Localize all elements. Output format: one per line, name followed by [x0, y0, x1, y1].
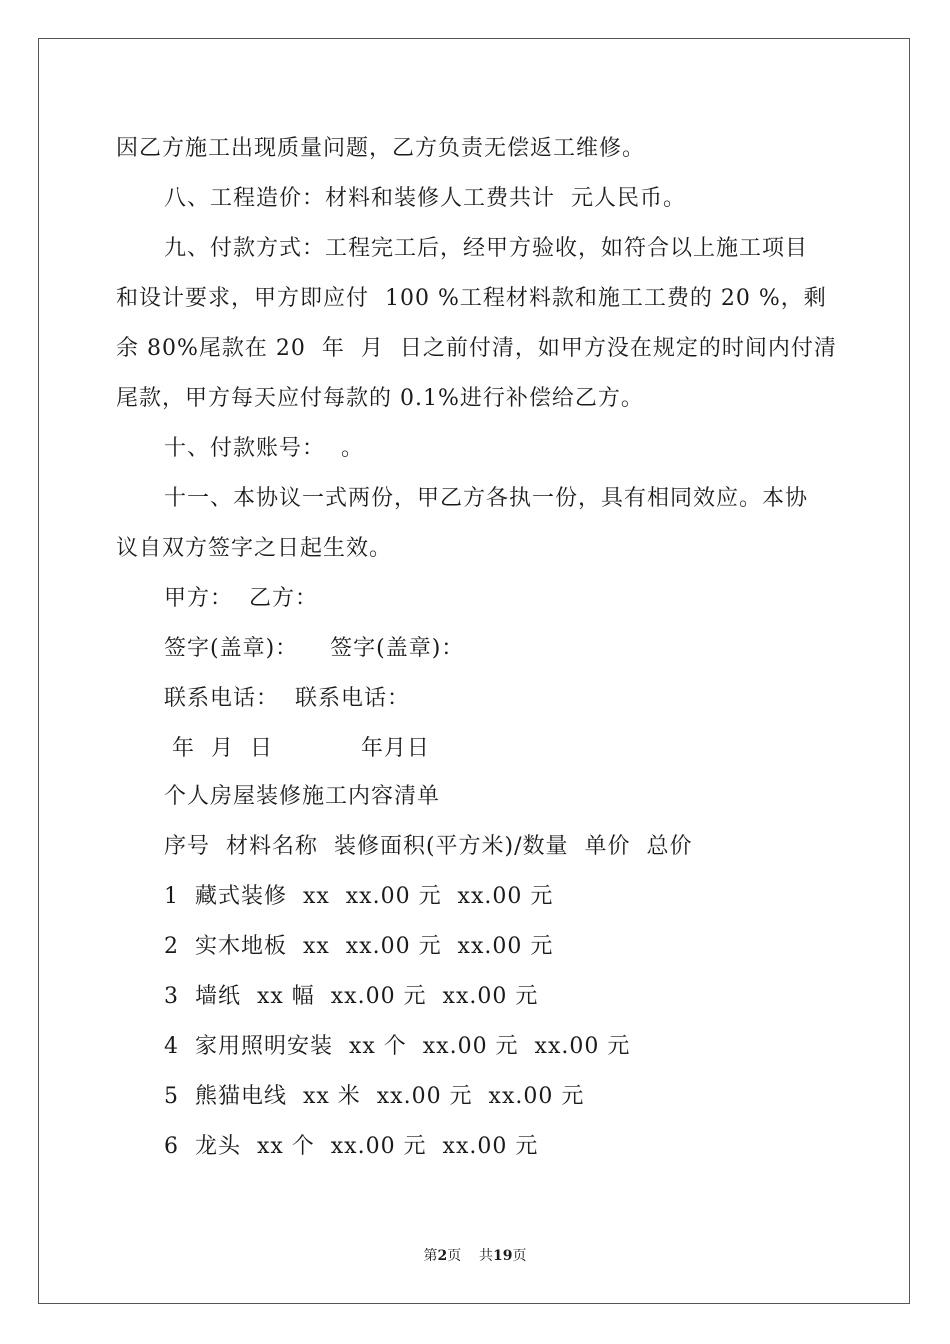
date-line: 年 月 日 年月日	[164, 736, 430, 761]
text-line: 因乙方施工出现质量问题，乙方负责无偿返工维修。	[116, 136, 646, 161]
text-line: 余 80%尾款在 20 年 月 日之前付清，如甲方没在规定的时间内付清	[116, 336, 837, 361]
list-item: 6 龙头 xx 个 xx.00 元 xx.00 元	[164, 1134, 539, 1159]
text-line: 八、工程造价：材料和装修人工费共计 元人民币。	[164, 186, 686, 211]
text-line: 尾款，甲方每天应付每款的 0.1%进行补偿给乙方。	[116, 386, 644, 411]
signature-party-line: 甲方： 乙方：	[164, 586, 318, 611]
list-title: 个人房屋装修施工内容清单	[164, 784, 441, 809]
page-total: 19	[493, 1248, 513, 1264]
contact-phone-line: 联系电话： 联系电话：	[164, 686, 410, 711]
list-item: 3 墙纸 xx 幅 xx.00 元 xx.00 元	[164, 984, 539, 1009]
text-line: 议自双方签字之日起生效。	[116, 536, 393, 561]
list-item: 5 熊猫电线 xx 米 xx.00 元 xx.00 元	[164, 1084, 585, 1109]
page-mid: 页 共	[447, 1248, 494, 1264]
text-line: 十一、本协议一式两份，甲乙方各执一份，具有相同效应。本协	[164, 486, 809, 511]
text-line: 九、付款方式：工程完工后，经甲方验收，如符合以上施工项目	[164, 236, 809, 261]
list-header-row: 序号 材料名称 装修面积(平方米)/数量 单价 总价	[164, 834, 693, 859]
list-item: 2 实木地板 xx xx.00 元 xx.00 元	[164, 934, 554, 959]
page-current: 2	[437, 1248, 448, 1264]
page-frame	[38, 38, 910, 1304]
list-item: 1 藏式装修 xx xx.00 元 xx.00 元	[164, 884, 554, 909]
signature-stamp-line: 签字(盖章)： 签字(盖章)：	[164, 636, 465, 661]
page-prefix: 第	[423, 1248, 438, 1264]
list-item: 4 家用照明安装 xx 个 xx.00 元 xx.00 元	[164, 1034, 631, 1059]
text-line: 和设计要求，甲方即应付 100 %工程材料款和施工工费的 20 %，剩	[116, 286, 827, 311]
page-suffix: 页	[512, 1248, 527, 1264]
page-number-footer	[0, 1247, 950, 1265]
text-line: 十、付款账号： 。	[164, 436, 364, 461]
